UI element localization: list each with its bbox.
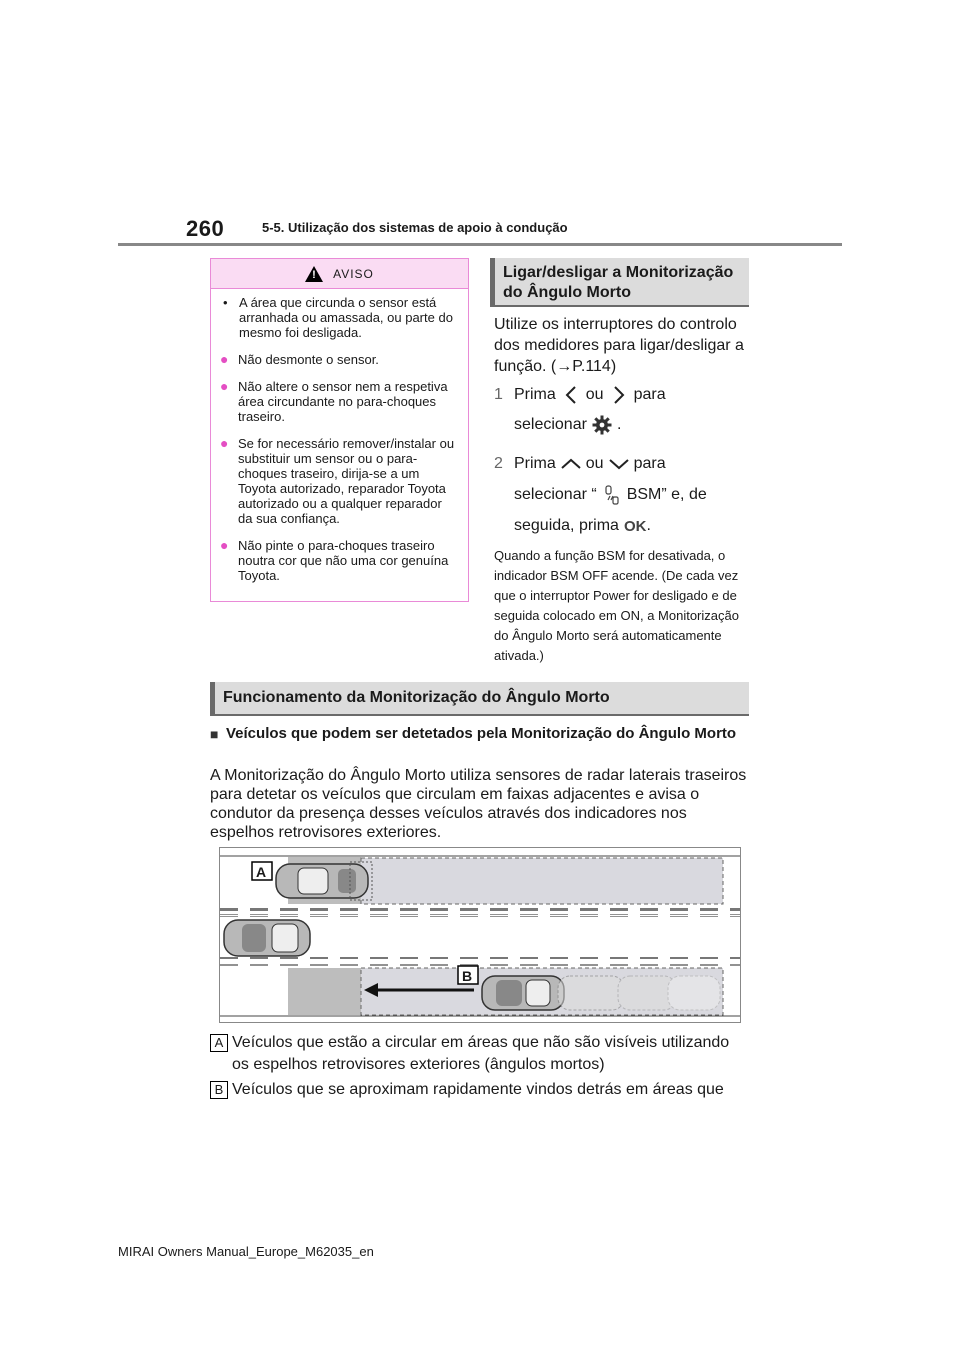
- warning-box: [210, 258, 469, 602]
- diagram-label-b: B: [462, 968, 473, 984]
- bullet-heading-text: Veículos que podem ser detetados pela Monitorização do Ângulo Morto: [226, 725, 737, 742]
- bsm-icon: [601, 485, 623, 505]
- step-text: para: [633, 386, 666, 403]
- step-text: .: [646, 517, 651, 534]
- legend-text: Veículos que se aproximam rapidamente vindos detrás em áreas que: [232, 1081, 724, 1098]
- legend-text: Veículos que estão a circular em áreas que não são visíveis utilizando os espelhos retrovisores exteriores (ângulos mortos): [232, 1034, 730, 1073]
- step-text: BSM” e, de: [626, 486, 707, 503]
- footer-text: MIRAI Owners Manual_Europe_M62035_en: [118, 1244, 374, 1259]
- approaching-car-ghost-icon: [558, 976, 720, 1010]
- warning-item-text: Não pinte o para-choques traseiro noutra cor que não uma cor genuína Toyota.: [238, 538, 449, 583]
- step-number: 2: [494, 455, 503, 472]
- warning-item-text: Não altere o sensor nem a respetiva área circundante no para-choques traseiro.: [238, 379, 448, 424]
- warning-title: AVISO: [333, 266, 374, 281]
- legend-tag: B: [210, 1081, 228, 1099]
- step-2-continued: [514, 485, 707, 505]
- chevron-left-icon: [560, 386, 582, 404]
- chevron-up-icon: [560, 458, 582, 470]
- road-illustration: [220, 848, 740, 1022]
- step-text: para: [633, 455, 666, 472]
- warning-list-item: [220, 538, 458, 583]
- section-title: 5-5. Utilização dos sistemas de apoio à condução: [262, 220, 568, 235]
- bullet-dot-icon: •: [223, 295, 228, 310]
- operation-body-text: A Monitorização do Ângulo Morto utiliza sensores de radar laterais traseiros para detetar os veículos que circulam em faixas adjacentes e avisa o condutor da presença desses veículos através dos indicadores nos espelhos retrovisores exteriores.: [210, 767, 747, 841]
- legend-tag: A: [210, 1034, 228, 1052]
- toggle-intro-text: Utilize os interruptores do controlo dos medidores para ligar/desligar a função. (→P.114): [494, 316, 744, 375]
- operation-section-heading: Funcionamento da Monitorização do Ângulo Morto: [210, 682, 749, 716]
- step-text: ou: [585, 386, 604, 403]
- warning-list-item: [220, 436, 458, 526]
- bsm-note: Quando a função BSM for desativada, o indicador BSM OFF acende. (De cada vez que o interruptor Power for desligado e de seguida colocado em ON, a Monitorização do Ângulo Morto será automaticamente ativada.): [494, 548, 739, 663]
- step-text: selecionar “: [514, 486, 597, 503]
- step-text: ou: [585, 455, 604, 472]
- chevron-down-icon: [608, 458, 630, 470]
- page-number: 260: [186, 216, 225, 241]
- header-divider: [118, 243, 842, 246]
- car-a-icon: [276, 864, 368, 898]
- legend-item-b: [210, 1079, 750, 1101]
- pink-bullet-icon: ●: [220, 351, 229, 367]
- warning-item-text: A área que circunda o sensor está arranhada ou amassada, ou parte do mesmo foi desligada.: [239, 295, 453, 340]
- warning-header: [211, 259, 468, 289]
- detected-vehicles-heading: [210, 725, 750, 743]
- warning-triangle-icon: [305, 266, 323, 282]
- warning-item-text: Se for necessário remover/instalar ou substituir um sensor ou o para-choques traseiro, dirija-se a um Toyota autorizado, reparador Toyota autorizado ou a qualquer reparador da sua confiança.: [238, 436, 455, 526]
- chevron-right-icon: [608, 386, 630, 404]
- step-text: selecionar: [514, 416, 587, 433]
- square-bullet-icon: ■: [210, 726, 219, 742]
- car-b-icon: [482, 976, 564, 1010]
- step-text: seguida, prima: [514, 517, 619, 534]
- pink-bullet-icon: ●: [220, 378, 229, 394]
- step-1: [494, 384, 666, 405]
- warning-list-item: [220, 379, 458, 424]
- warning-item-text: Não desmonte o sensor.: [238, 352, 379, 367]
- step-text: Prima: [514, 455, 556, 472]
- step-2: [494, 453, 666, 474]
- step-text: .: [616, 416, 622, 433]
- ok-button-glyph: OK: [623, 517, 647, 535]
- legend-item-a: [210, 1032, 750, 1076]
- step-text: Prima: [514, 386, 556, 403]
- warning-list-item: [220, 352, 458, 367]
- warning-list-item: [220, 295, 458, 340]
- own-car-icon: [224, 920, 310, 956]
- step-2-continued-2: [514, 517, 651, 535]
- toggle-section-heading: Ligar/desligar a Monitorização do Ângulo Morto: [490, 258, 749, 307]
- pink-bullet-icon: ●: [220, 435, 229, 451]
- step-number: 1: [494, 386, 503, 403]
- blind-spot-diagram: [219, 847, 741, 1023]
- diagram-label-a: A: [256, 864, 267, 880]
- step-1-continued: [514, 415, 621, 435]
- gear-icon: [591, 415, 613, 435]
- pink-bullet-icon: ●: [220, 537, 229, 553]
